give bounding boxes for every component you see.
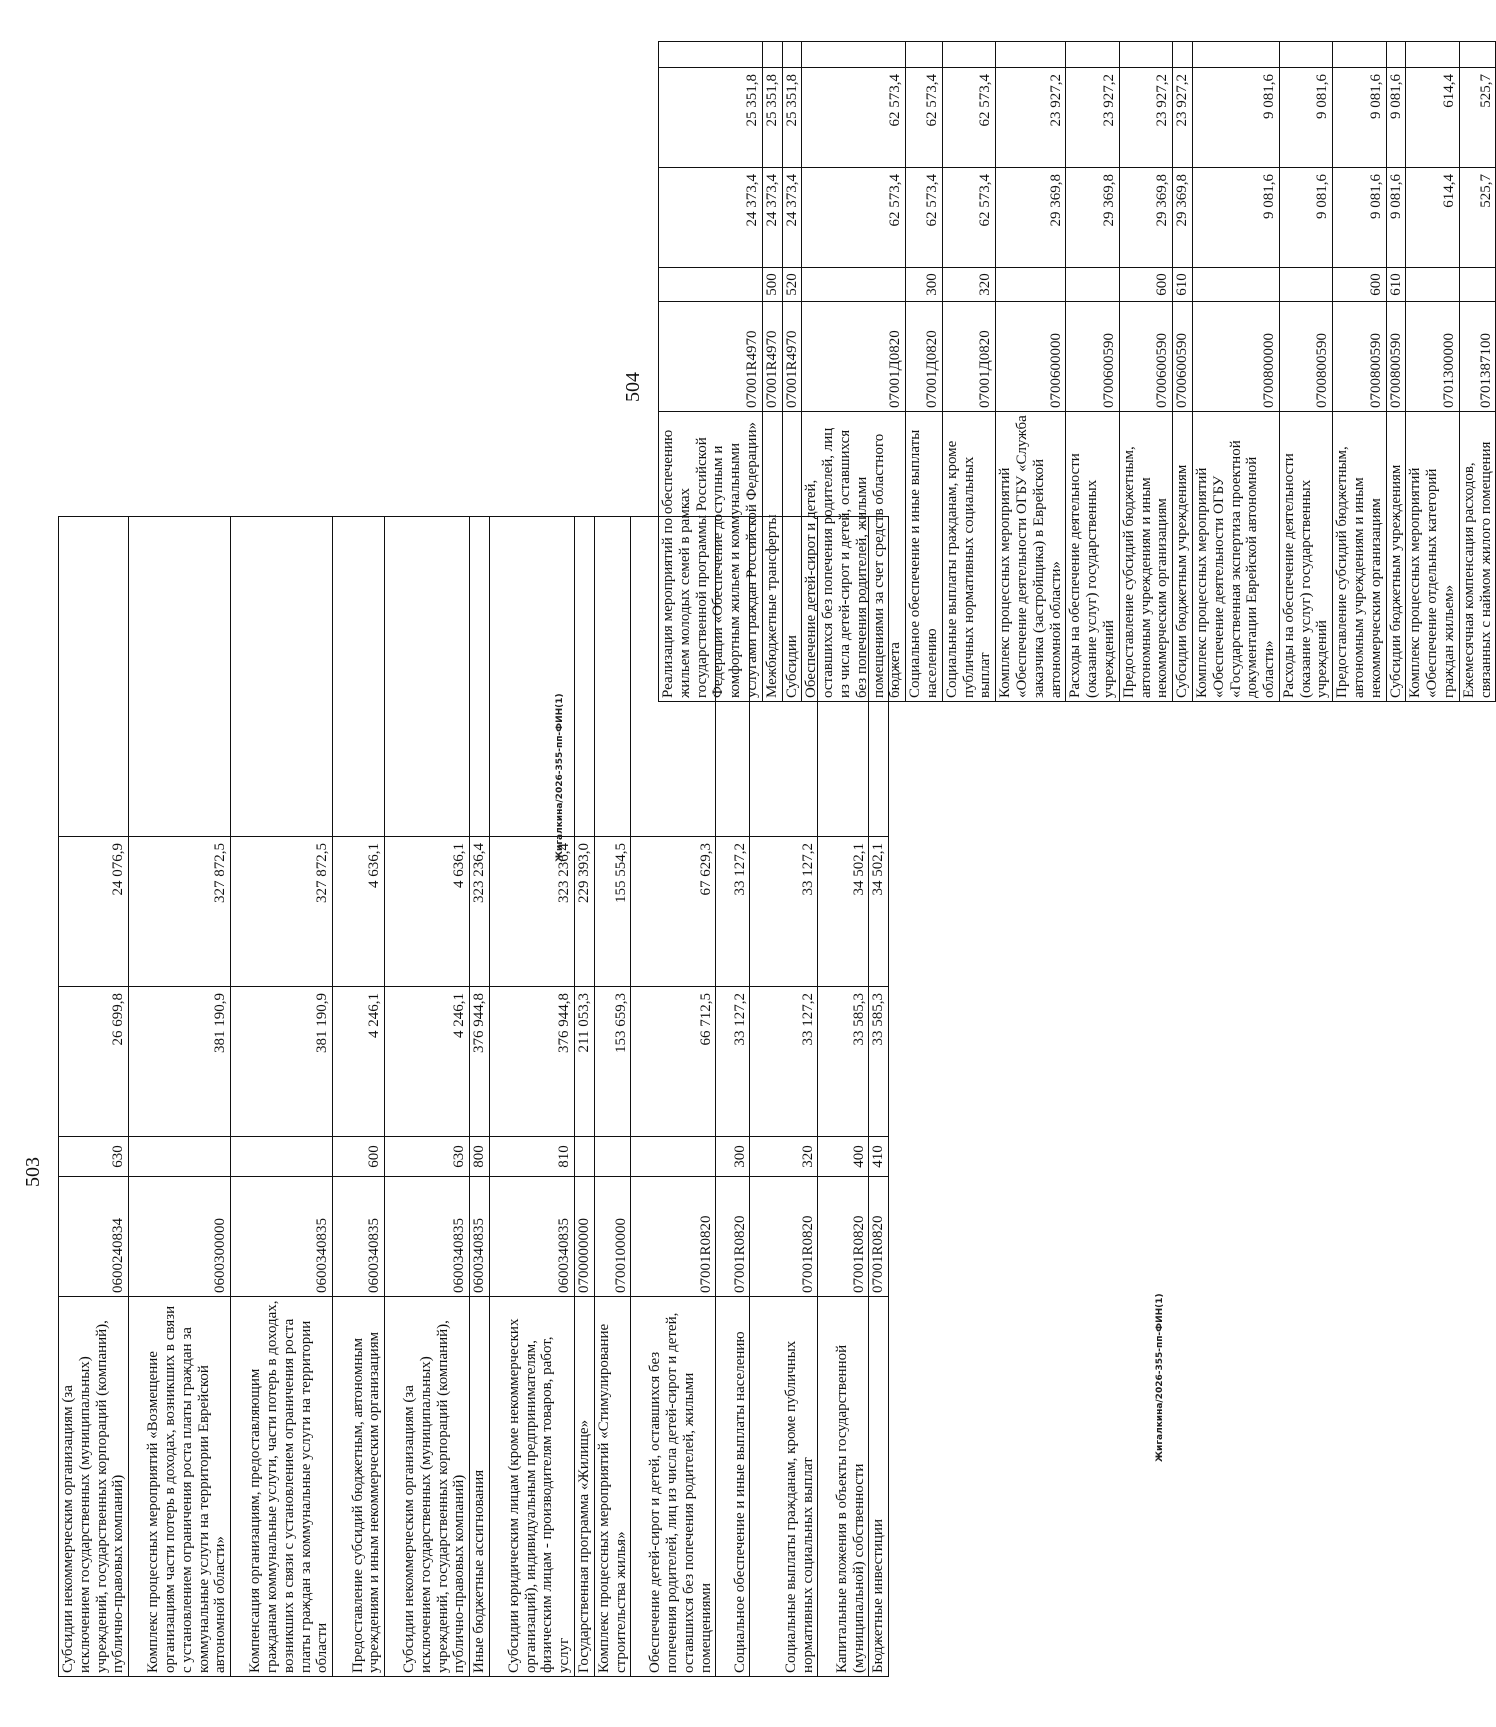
table-row — [129, 517, 231, 1677]
row-vr — [574, 1137, 594, 1177]
row-spacer — [1406, 42, 1459, 68]
row-code: 07001R4970 — [782, 302, 802, 412]
row-value-2: 25 351,8 — [659, 68, 763, 168]
row-value-1: 33 127,2 — [716, 987, 750, 1137]
row-value-2: 614,4 — [1406, 68, 1459, 168]
row-name: Ежемесячная компенсация расходов, связанных с наймом жилого помещения — [1459, 412, 1496, 702]
row-value-1: 24 373,4 — [782, 168, 802, 268]
row-vr: 500 — [762, 268, 782, 302]
row-spacer — [1333, 42, 1386, 68]
row-code: 0600340835 — [385, 1177, 470, 1297]
table-row — [489, 517, 574, 1677]
row-name: Расходы на обеспечение деятельности (оказание услуг) государственных учреждений — [1066, 412, 1119, 702]
table-row — [996, 42, 1066, 702]
row-code: 07001R0820 — [716, 1177, 750, 1297]
table-row — [574, 517, 594, 1677]
row-value-2: 4 636,1 — [333, 837, 385, 987]
row-spacer — [906, 42, 943, 68]
row-value-1: 9 081,6 — [1333, 168, 1386, 268]
row-name: Предоставление субсидий бюджетным, автономным учреждениям и иным некоммерческим организациям — [1333, 412, 1386, 702]
table-row — [1066, 42, 1119, 702]
row-value-1: 66 712,5 — [631, 987, 716, 1137]
row-vr: 410 — [869, 1137, 889, 1177]
row-code: 07001Д0820 — [802, 302, 906, 412]
row-vr: 810 — [489, 1137, 574, 1177]
row-code: 07001R4970 — [659, 302, 763, 412]
row-value-2: 23 927,2 — [1173, 68, 1193, 168]
row-value-2: 229 393,0 — [574, 837, 594, 987]
table-row — [942, 42, 995, 702]
table-row — [1406, 42, 1459, 702]
row-name: Комплекс процессных мероприятий «Обеспечение отдельных категорий граждан жильем» — [1406, 412, 1459, 702]
table-row — [1333, 42, 1386, 702]
row-code: 07001R0820 — [869, 1177, 889, 1297]
row-value-2: 4 636,1 — [385, 837, 470, 987]
row-code: 07001R4970 — [762, 302, 782, 412]
row-vr: 630 — [59, 1137, 129, 1177]
page-number: 504 — [622, 372, 644, 402]
table-row — [1459, 42, 1496, 702]
table-row — [385, 517, 470, 1677]
row-value-1: 376 944,8 — [470, 987, 490, 1137]
row-vr — [802, 268, 906, 302]
row-spacer — [1192, 42, 1279, 68]
row-value-1: 376 944,8 — [489, 987, 574, 1137]
row-value-1: 9 081,6 — [1386, 168, 1406, 268]
page-footer: Жигалкина/2026-355-пп-ФИН(1) — [1155, 1293, 1165, 1462]
row-code: 0600340835 — [470, 1177, 490, 1297]
row-spacer — [762, 42, 782, 68]
row-name: Комплекс процессных мероприятий «Обеспечение деятельности ОГБУ «Служба заказчика (застройщика) в Еврейской автономной области» — [996, 412, 1066, 702]
row-value-2: 327 872,5 — [231, 837, 333, 987]
page-footer: Жигалкина/2026-355-пп-ФИН(1) — [555, 693, 565, 862]
row-name: Субсидии некоммерческим организациям (за исключением государственных (муниципальных) учреждений, государственных корпораций (компаний), публично-правовых компаний) — [59, 1297, 129, 1677]
row-spacer — [1459, 42, 1496, 68]
row-value-2: 9 081,6 — [1333, 68, 1386, 168]
row-value-1: 33 127,2 — [750, 987, 818, 1137]
row-spacer — [942, 42, 995, 68]
row-vr — [231, 1137, 333, 1177]
row-vr: 320 — [942, 268, 995, 302]
row-vr — [129, 1137, 231, 1177]
row-value-1: 9 081,6 — [1279, 168, 1332, 268]
table-row — [1173, 42, 1193, 702]
row-code: 0700600590 — [1173, 302, 1193, 412]
row-code: 0701300000 — [1406, 302, 1459, 412]
row-value-1: 614,4 — [1406, 168, 1459, 268]
page-number: 503 — [22, 1157, 44, 1187]
row-spacer — [802, 42, 906, 68]
row-name: Обеспечение детей-сирот и детей, оставшихся без попечения родителей, лиц из числа детей-сирот и детей, оставшихся без попечения родителей, жилыми помещениями за счет средств областного бюджета — [802, 412, 906, 702]
row-vr: 610 — [1173, 268, 1193, 302]
table-row — [1386, 42, 1406, 702]
row-name: Комплекс процессных мероприятий «Возмещение организациям части потерь в доходах, возникших в связи с установлением ограничения роста платы граждан за коммунальные услуги на территории Еврейской автономной области» — [129, 1297, 231, 1677]
row-value-1: 26 699,8 — [59, 987, 129, 1137]
row-code: 0600300000 — [129, 1177, 231, 1297]
row-spacer — [1119, 42, 1172, 68]
row-vr — [1406, 268, 1459, 302]
page-504 — [620, 32, 1494, 1712]
row-code: 0700600590 — [1066, 302, 1119, 412]
row-value-1: 381 190,9 — [129, 987, 231, 1137]
row-spacer — [1279, 42, 1332, 68]
row-vr — [996, 268, 1066, 302]
row-name: Субсидии некоммерческим организациям (за исключением государственных (муниципальных) учреждений, государственных корпораций (компаний), публично-правовых компаний) — [385, 1297, 470, 1677]
row-name: Субсидии юридическим лицам (кроме некоммерческих организаций), индивидуальным предпринимателям, физическим лицам - производителям товаров, работ, услуг — [489, 1297, 574, 1677]
row-value-1: 9 081,6 — [1192, 168, 1279, 268]
row-name: Иные бюджетные ассигнования — [470, 1297, 490, 1677]
row-name: Субсидии бюджетным учреждениям — [1173, 412, 1193, 702]
row-name: Предоставление субсидий бюджетным, автономным учреждениям и иным некоммерческим организациям — [333, 1297, 385, 1677]
row-vr: 610 — [1386, 268, 1406, 302]
row-value-2: 24 076,9 — [59, 837, 129, 987]
row-spacer — [333, 517, 385, 837]
row-code: 0700800000 — [1192, 302, 1279, 412]
row-name: Реализация мероприятий по обеспечению жильем молодых семей в рамках государственной программы Российской Федерации «Обеспечение доступным и комфортным жильем и коммунальными услугами граждан Российской Федерации» — [659, 412, 763, 702]
row-vr — [1279, 268, 1332, 302]
row-vr: 400 — [818, 1137, 869, 1177]
row-code: 07001Д0820 — [906, 302, 943, 412]
row-code: 0700800590 — [1279, 302, 1332, 412]
row-value-1: 4 246,1 — [385, 987, 470, 1137]
row-spacer — [59, 517, 129, 837]
row-vr: 300 — [716, 1137, 750, 1177]
row-value-2: 323 236,4 — [489, 837, 574, 987]
row-value-2: 62 573,4 — [906, 68, 943, 168]
row-value-1: 33 585,3 — [818, 987, 869, 1137]
row-value-2: 25 351,8 — [762, 68, 782, 168]
row-vr: 520 — [782, 268, 802, 302]
row-vr: 600 — [1333, 268, 1386, 302]
row-vr — [1192, 268, 1279, 302]
row-value-1: 24 373,4 — [659, 168, 763, 268]
row-name: Социальное обеспечение и иные выплаты населению — [906, 412, 943, 702]
row-code: 0701387100 — [1459, 302, 1496, 412]
row-value-2: 155 554,5 — [594, 837, 631, 987]
row-name: Социальные выплаты гражданам, кроме публичных нормативных социальных выплат — [942, 412, 995, 702]
row-name: Расходы на обеспечение деятельности (оказание услуг) государственных учреждений — [1279, 412, 1332, 702]
row-value-2: 34 502,1 — [869, 837, 889, 987]
row-value-2: 525,7 — [1459, 68, 1496, 168]
row-value-2: 23 927,2 — [1066, 68, 1119, 168]
table-row — [470, 517, 490, 1677]
row-vr: 800 — [470, 1137, 490, 1177]
table-row — [906, 42, 943, 702]
row-vr: 630 — [385, 1137, 470, 1177]
row-vr: 600 — [333, 1137, 385, 1177]
table-row — [802, 42, 906, 702]
row-code: 0600240834 — [59, 1177, 129, 1297]
row-value-1: 29 369,8 — [996, 168, 1066, 268]
row-vr: 600 — [1119, 268, 1172, 302]
row-spacer — [1386, 42, 1406, 68]
row-name: Межбюджетные трансферты — [762, 412, 782, 702]
row-code: 0700600590 — [1119, 302, 1172, 412]
row-name: Субсидии — [782, 412, 802, 702]
row-value-1: 62 573,4 — [802, 168, 906, 268]
row-value-1: 29 369,8 — [1173, 168, 1193, 268]
row-value-1: 29 369,8 — [1066, 168, 1119, 268]
table-row — [1279, 42, 1332, 702]
row-code: 07001R0820 — [818, 1177, 869, 1297]
row-code: 0700800590 — [1386, 302, 1406, 412]
row-code: 0600340835 — [231, 1177, 333, 1297]
row-name: Социальные выплаты гражданам, кроме публичных нормативных социальных выплат — [750, 1297, 818, 1677]
row-name: Социальное обеспечение и иные выплаты населению — [716, 1297, 750, 1677]
table-row — [231, 517, 333, 1677]
row-value-2: 327 872,5 — [129, 837, 231, 987]
row-value-2: 9 081,6 — [1386, 68, 1406, 168]
row-spacer — [574, 517, 594, 837]
row-name: Бюджетные инвестиции — [869, 1297, 889, 1677]
row-value-2: 25 351,8 — [782, 68, 802, 168]
row-value-2: 9 081,6 — [1279, 68, 1332, 168]
row-value-1: 29 369,8 — [1119, 168, 1172, 268]
budget-table-right — [658, 41, 1496, 702]
row-name: Государственная программа «Жилище» — [574, 1297, 594, 1677]
row-code: 07001R0820 — [631, 1177, 716, 1297]
row-spacer — [470, 517, 490, 837]
row-value-2: 34 502,1 — [818, 837, 869, 987]
row-code: 0700800590 — [1333, 302, 1386, 412]
row-value-2: 23 927,2 — [1119, 68, 1172, 168]
row-value-1: 62 573,4 — [942, 168, 995, 268]
row-spacer — [231, 517, 333, 837]
row-name: Компенсация организациям, предоставляющим гражданам коммунальные услуги, части потерь в доходах, возникших в связи с установлением ограничения роста платы граждан за коммунальные услуги на территории области — [231, 1297, 333, 1677]
table-row — [659, 42, 763, 702]
row-code: 0600340835 — [333, 1177, 385, 1297]
row-spacer — [1066, 42, 1119, 68]
row-value-2: 33 127,2 — [716, 837, 750, 987]
row-value-2: 323 236,4 — [470, 837, 490, 987]
table-row — [782, 42, 802, 702]
row-value-1: 4 246,1 — [333, 987, 385, 1137]
row-spacer — [385, 517, 470, 837]
row-value-1: 62 573,4 — [906, 168, 943, 268]
row-name: Комплекс процессных мероприятий «Стимулирование строительства жилья» — [594, 1297, 631, 1677]
row-value-2: 9 081,6 — [1192, 68, 1279, 168]
table-row — [59, 517, 129, 1677]
row-name: Предоставление субсидий бюджетным, автономным учреждениям и иным некоммерческим организациям — [1119, 412, 1172, 702]
row-code: 0700600000 — [996, 302, 1066, 412]
row-vr: 320 — [750, 1137, 818, 1177]
row-spacer — [129, 517, 231, 837]
row-vr: 300 — [906, 268, 943, 302]
row-code: 0600340835 — [489, 1177, 574, 1297]
row-vr — [1066, 268, 1119, 302]
row-value-2: 33 127,2 — [750, 837, 818, 987]
row-value-2: 23 927,2 — [996, 68, 1066, 168]
row-code: 0700000000 — [574, 1177, 594, 1297]
table-row — [762, 42, 782, 702]
row-value-2: 62 573,4 — [802, 68, 906, 168]
row-code: 0700100000 — [594, 1177, 631, 1297]
row-name: Субсидии бюджетным учреждениям — [1386, 412, 1406, 702]
row-spacer — [1173, 42, 1193, 68]
row-value-1: 153 659,3 — [594, 987, 631, 1137]
row-value-1: 525,7 — [1459, 168, 1496, 268]
row-value-1: 211 053,3 — [574, 987, 594, 1137]
row-value-2: 67 629,3 — [631, 837, 716, 987]
row-value-2: 62 573,4 — [942, 68, 995, 168]
table-row — [1192, 42, 1279, 702]
row-code: 07001Д0820 — [942, 302, 995, 412]
row-name: Комплекс процессных мероприятий «Обеспечение деятельности ОГБУ «Государственная экспертиза проектной документации Еврейской автономной области» — [1192, 412, 1279, 702]
row-vr — [1459, 268, 1496, 302]
row-spacer — [659, 42, 763, 68]
row-code: 07001R0820 — [750, 1177, 818, 1297]
row-value-1: 24 373,4 — [762, 168, 782, 268]
row-spacer — [996, 42, 1066, 68]
row-spacer — [782, 42, 802, 68]
table-row — [333, 517, 385, 1677]
row-value-1: 33 585,3 — [869, 987, 889, 1137]
row-value-1: 381 190,9 — [231, 987, 333, 1137]
row-name: Капитальные вложения в объекты государственной (муниципальной) собственности — [818, 1297, 869, 1677]
table-row — [1119, 42, 1172, 702]
row-name: Обеспечение детей-сирот и детей, оставшихся без попечения родителей, лиц из числа детей-сирот и детей, оставшихся без попечения родителей, жилыми помещениями — [631, 1297, 716, 1677]
row-vr — [659, 268, 763, 302]
